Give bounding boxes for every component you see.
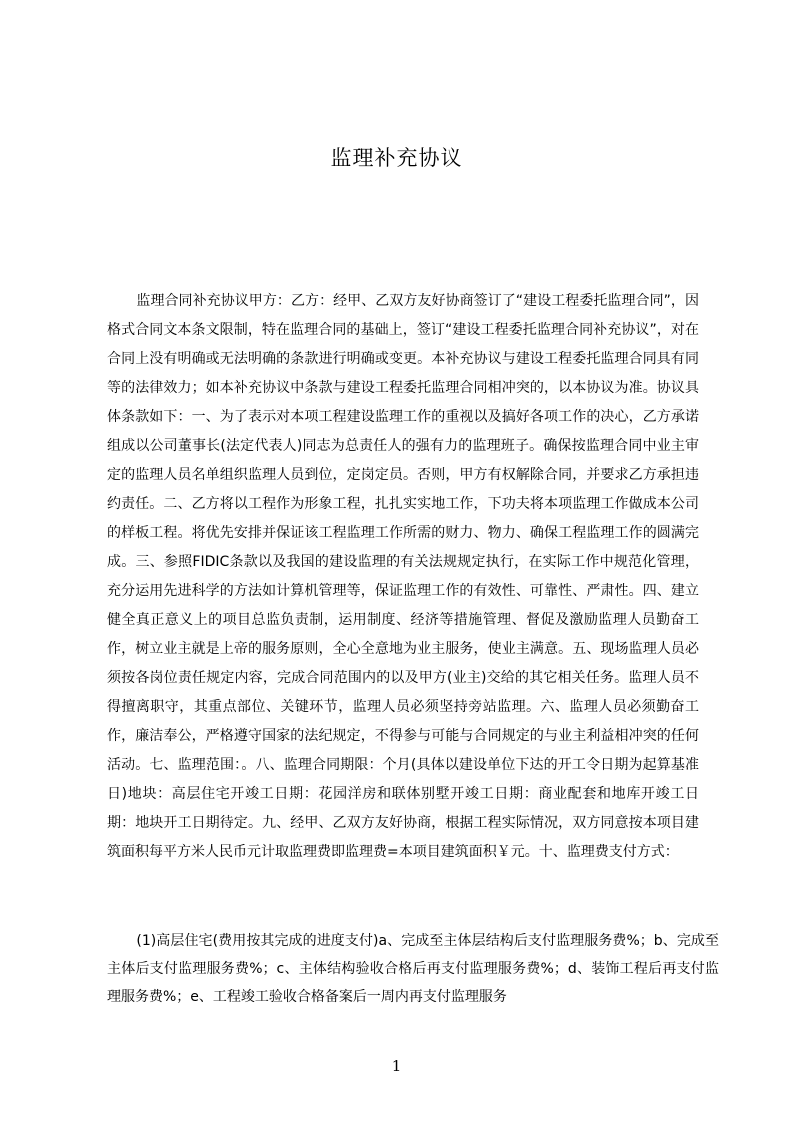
body-paragraph-main: 监理合同补充协议甲方：乙方：经甲、乙双方友好协商签订了“建设工程委托监理合同”，因格式合同文本条文限制，特在监理合同的基础上，签订“建设工程委托监理合同补充协议”，对在合同上没有明确或无法明确的条款进行明确或变更。本补充协议与建设工程委托监理合同具有同等的法律效力；如本补充协议中条款与建设工程委托监理合同相冲突的，以本协议为准。协议具体条款如下：一、为了表示对本项工程建设监理工作的重视以及搞好各项工作的决心，乙方承诺组成以公司董事长(法定代表人)同志为总责任人的强有力的监理班子。确保按监理合同中业主审定的监理人员名单组织监理人员到位，定岗定员。否则，甲方有权解除合同，并要求乙方承担违约责任。二、乙方将以工程作为形象工程，扎扎实实地工作，下功夫将本项监理工作做成本公司的样板工程。将优先安排并保证该工程监理工作所需的财力、物力、确保工程监理工作的圆满完成。三、参照FIDIC条款以及我国的建设监理的有关法规规定执行，在实际工作中规范化管理，充分运用先进科学的方法如计算机管理等，保证监理工作的有效性、可靠性、严肃性。四、建立健全真正意义上的项目总监负责制，运用制度、经济等措施管理、督促及激励监理人员勤奋工作，树立业主就是上帝的服务原则，全心全意地为业主服务，使业主满意。五、现场监理人员必须按各岗位责任规定内容，完成合同范围内的以及甲方(业主)交给的其它相关任务。监理人员不得擅离职守，其重点部位、关键环节，监理人员必须坚持旁站监理。六、监理人员必须勤奋工作，廉洁奉公，严格遵守国家的法纪规定，不得参与可能与合同规定的与业主利益相冲突的任何活动。七、监理范围：。八、监理合同期限：个月(具体以建设单位下达的开工令日期为起算基准日)地块：高层住宅开竣工日期：花园洋房和联体别墅开竣工日期：商业配套和地库开竣工日期：地块开工日期待定。九、经甲、乙双方友好协商，根据工程实际情况，双方同意按本项目建筑面积每平方米人民币元计取监理费即监理费=本项目建筑面积￥元。十、监理费支付方式：: [107, 293, 699, 860]
page-number: 1: [391, 1057, 402, 1075]
document-title: 监理补充协议: [330, 146, 463, 170]
body-paragraph-payment: (1)高层住宅(费用按其完成的进度支付)a、完成至主体层结构后支付监理服务费%；b、完成至主体后支付监理服务费%；c、主体结构验收合格后再支付监理服务费%；d、装饰工程后再支付监理服务费%；e、工程竣工验收合格备案后一周内再支付监理服务: [107, 933, 719, 1005]
